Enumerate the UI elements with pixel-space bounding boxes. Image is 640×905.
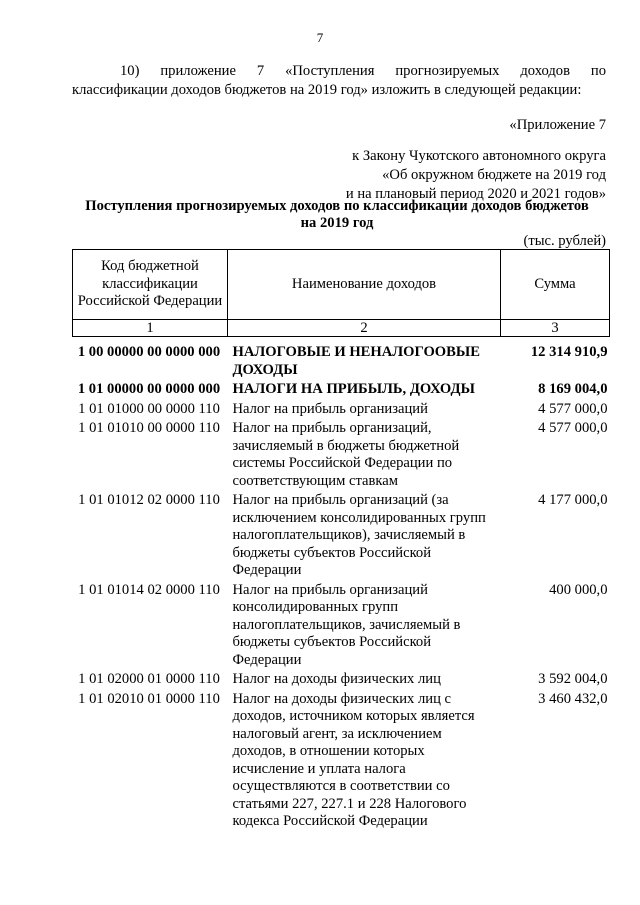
page-number: 7 <box>316 30 324 45</box>
column-number: 2 <box>228 320 501 337</box>
row-sum: 4 177 000,0 <box>538 492 608 508</box>
row-code: 1 01 01000 00 0000 110 <box>78 400 220 417</box>
document-title <box>60 198 614 232</box>
row-name: Налог на прибыль организаций (за исключением консолидированных групп налогоплательщиков), зачисляемый в бюджеты субъектов Российской Федерации <box>232 492 486 578</box>
row-sum: 8 169 004,0 <box>538 381 608 397</box>
header-code: Код бюджетной классификации Российской Федерации <box>73 250 228 320</box>
row-name: Налог на доходы физических лиц <box>232 671 441 687</box>
table-row <box>73 490 610 580</box>
table-body <box>73 337 610 831</box>
units-label: (тыс. рублей) <box>523 233 606 249</box>
appendix-reference <box>346 116 606 204</box>
row-code: 1 00 00000 00 0000 000 <box>77 344 221 360</box>
row-name: НАЛОГОВЫЕ И НЕНАЛОГООВЫЕ ДОХОДЫ <box>232 344 480 378</box>
appendix-ref-line-2: к Закону Чукотского автономного округа <box>352 148 606 164</box>
row-code: 1 01 00000 00 0000 000 <box>77 381 221 397</box>
column-number: 1 <box>73 320 228 337</box>
column-number-row <box>73 320 610 337</box>
row-code: 1 01 02010 01 0000 110 <box>78 690 220 707</box>
row-sum: 3 460 432,0 <box>538 690 608 707</box>
table-header-row <box>73 250 610 320</box>
intro-line-2: классификации доходов бюджетов на 2019 год» изложить в следующей редакции: <box>72 82 582 98</box>
row-sum: 3 592 004,0 <box>538 671 608 687</box>
table-row <box>73 669 610 689</box>
row-sum: 4 577 000,0 <box>538 400 608 417</box>
row-sum: 400 000,0 <box>549 581 608 598</box>
column-number: 3 <box>501 320 610 337</box>
row-name: Налог на прибыль организаций консолидированных групп налогоплательщиков, зачисляемый в бюджеты субъектов Российской Федерации <box>232 581 461 668</box>
header-name: Наименование доходов <box>228 250 501 320</box>
revenue-table <box>72 249 610 831</box>
row-code: 1 01 01010 00 0000 110 <box>78 420 220 436</box>
intro-paragraph <box>72 62 606 100</box>
table-row <box>73 399 610 419</box>
row-code: 1 01 01014 02 0000 110 <box>78 581 220 598</box>
row-name: Налог на прибыль организаций, зачисляемый в бюджеты бюджетной системы Российской Федерации по соответствующим ставкам <box>232 420 460 489</box>
row-sum: 12 314 910,9 <box>530 344 608 360</box>
title-line-1: Поступления прогнозируемых доходов по классификации доходов бюджетов <box>85 198 589 214</box>
intro-line-1: 10) приложение 7 «Поступления прогнозируемых доходов по <box>120 63 606 79</box>
header-sum: Сумма <box>501 250 610 320</box>
table-row <box>73 337 610 380</box>
table-row <box>73 379 610 399</box>
row-code: 1 01 02000 01 0000 110 <box>78 671 220 687</box>
appendix-ref-line-4: и на плановый период 2020 и 2021 годов» <box>345 186 606 202</box>
table-row <box>73 689 610 831</box>
appendix-ref-line-1: «Приложение 7 <box>509 117 606 133</box>
row-name: Налог на прибыль организаций <box>232 400 428 417</box>
row-name: Налог на доходы физических лиц с доходов, источником которых является налоговый агент, за исключением доходов, в отношении которых исчисление и уплата налога осуществляются в соответствии со статьями 227, 227.1 и 228 Налогового кодекса Российской Федерации <box>232 690 475 829</box>
appendix-ref-line-3: «Об окружном бюджете на 2019 год <box>382 167 606 183</box>
table-row <box>73 580 610 670</box>
row-name: НАЛОГИ НА ПРИБЫЛЬ, ДОХОДЫ <box>232 381 475 397</box>
table-row <box>73 418 610 490</box>
title-line-2: на 2019 год <box>300 215 374 231</box>
row-code: 1 01 01012 02 0000 110 <box>78 492 220 508</box>
row-sum: 4 577 000,0 <box>538 420 608 436</box>
